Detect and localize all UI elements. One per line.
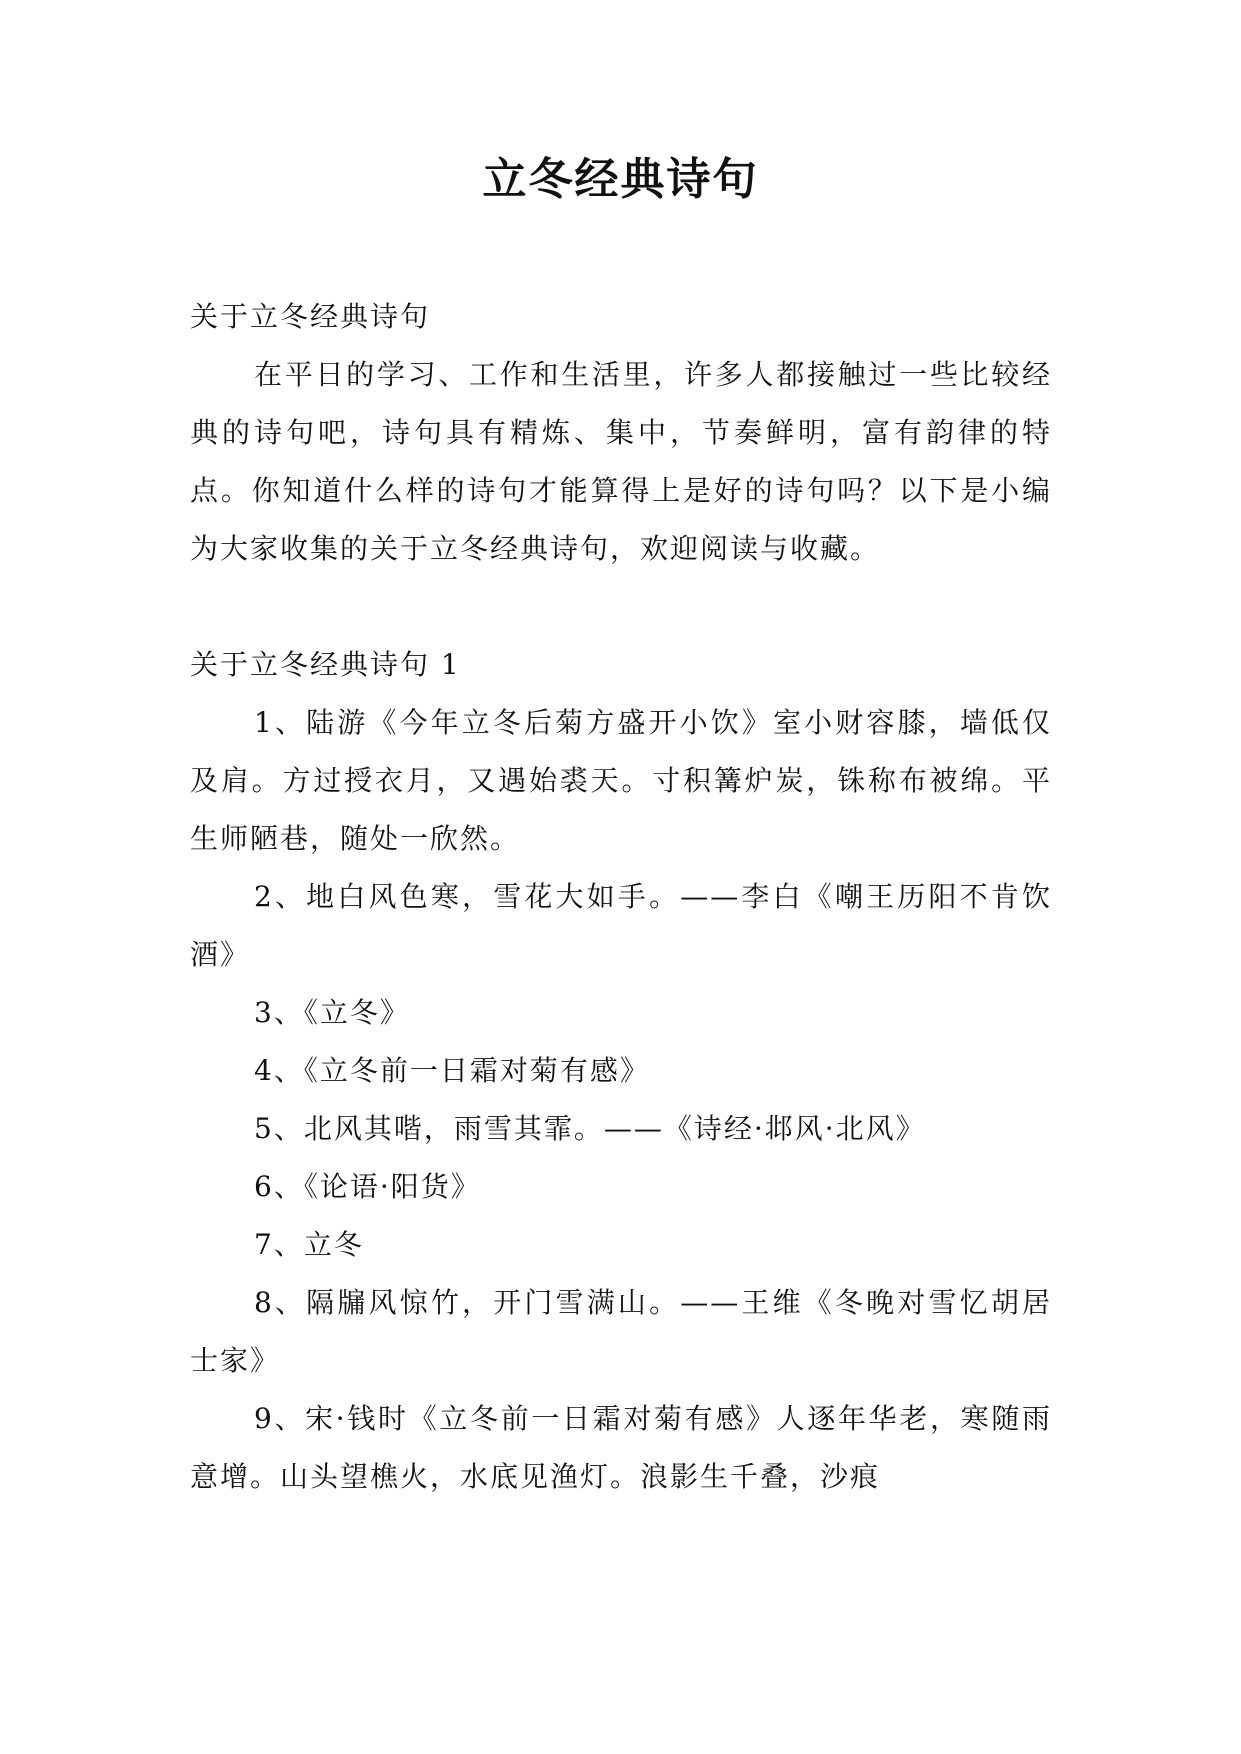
section-heading: 关于立冬经典诗句 1 — [190, 648, 461, 681]
poem-item-2: 2、地白风色寒，雪花大如手。——李白《嘲王历阳不肯饮酒》 — [190, 880, 1052, 971]
intro-paragraph: 在平日的学习、工作和生活里，许多人都接触过一些比较经典的诗句吧，诗句具有精炼、集中，节奏鲜明，富有韵律的特点。你知道什么样的诗句才能算得上是好的诗句吗？以下是小编为大家收集的关于立冬经典诗句，欢迎阅读与收藏。 — [190, 358, 1052, 565]
poem-item-7: 7、立冬 — [254, 1228, 364, 1261]
poem-item-1: 1、陆游《今年立冬后菊方盛开小饮》室小财容膝，墙低仅及肩。方过授衣月，又遇始裘天。寸积篝炉炭，铢称布被绵。平生师陋巷，随处一欣然。 — [190, 706, 1052, 855]
poem-item-8: 8、隔牖风惊竹，开门雪满山。——王维《冬晚对雪忆胡居士家》 — [190, 1286, 1052, 1377]
document-body — [190, 288, 1052, 1506]
poem-item-9: 9、宋·钱时《立冬前一日霜对菊有感》人逐年华老，寒随雨意增。山头望樵火，水底见渔灯。浪影生千叠，沙痕 — [190, 1402, 1052, 1493]
page-title: 立冬经典诗句 — [482, 154, 759, 205]
poem-item-3: 3、《立冬》 — [254, 996, 410, 1029]
paragraph-spacer — [190, 578, 1052, 636]
poem-item-6: 6、《论语·阳货》 — [254, 1170, 481, 1203]
poem-item-4: 4、《立冬前一日霜对菊有感》 — [254, 1054, 650, 1087]
poem-item-5: 5、北风其喈，雨雪其霏。——《诗经·邶风·北风》 — [254, 1112, 926, 1145]
intro-heading: 关于立冬经典诗句 — [190, 300, 431, 333]
